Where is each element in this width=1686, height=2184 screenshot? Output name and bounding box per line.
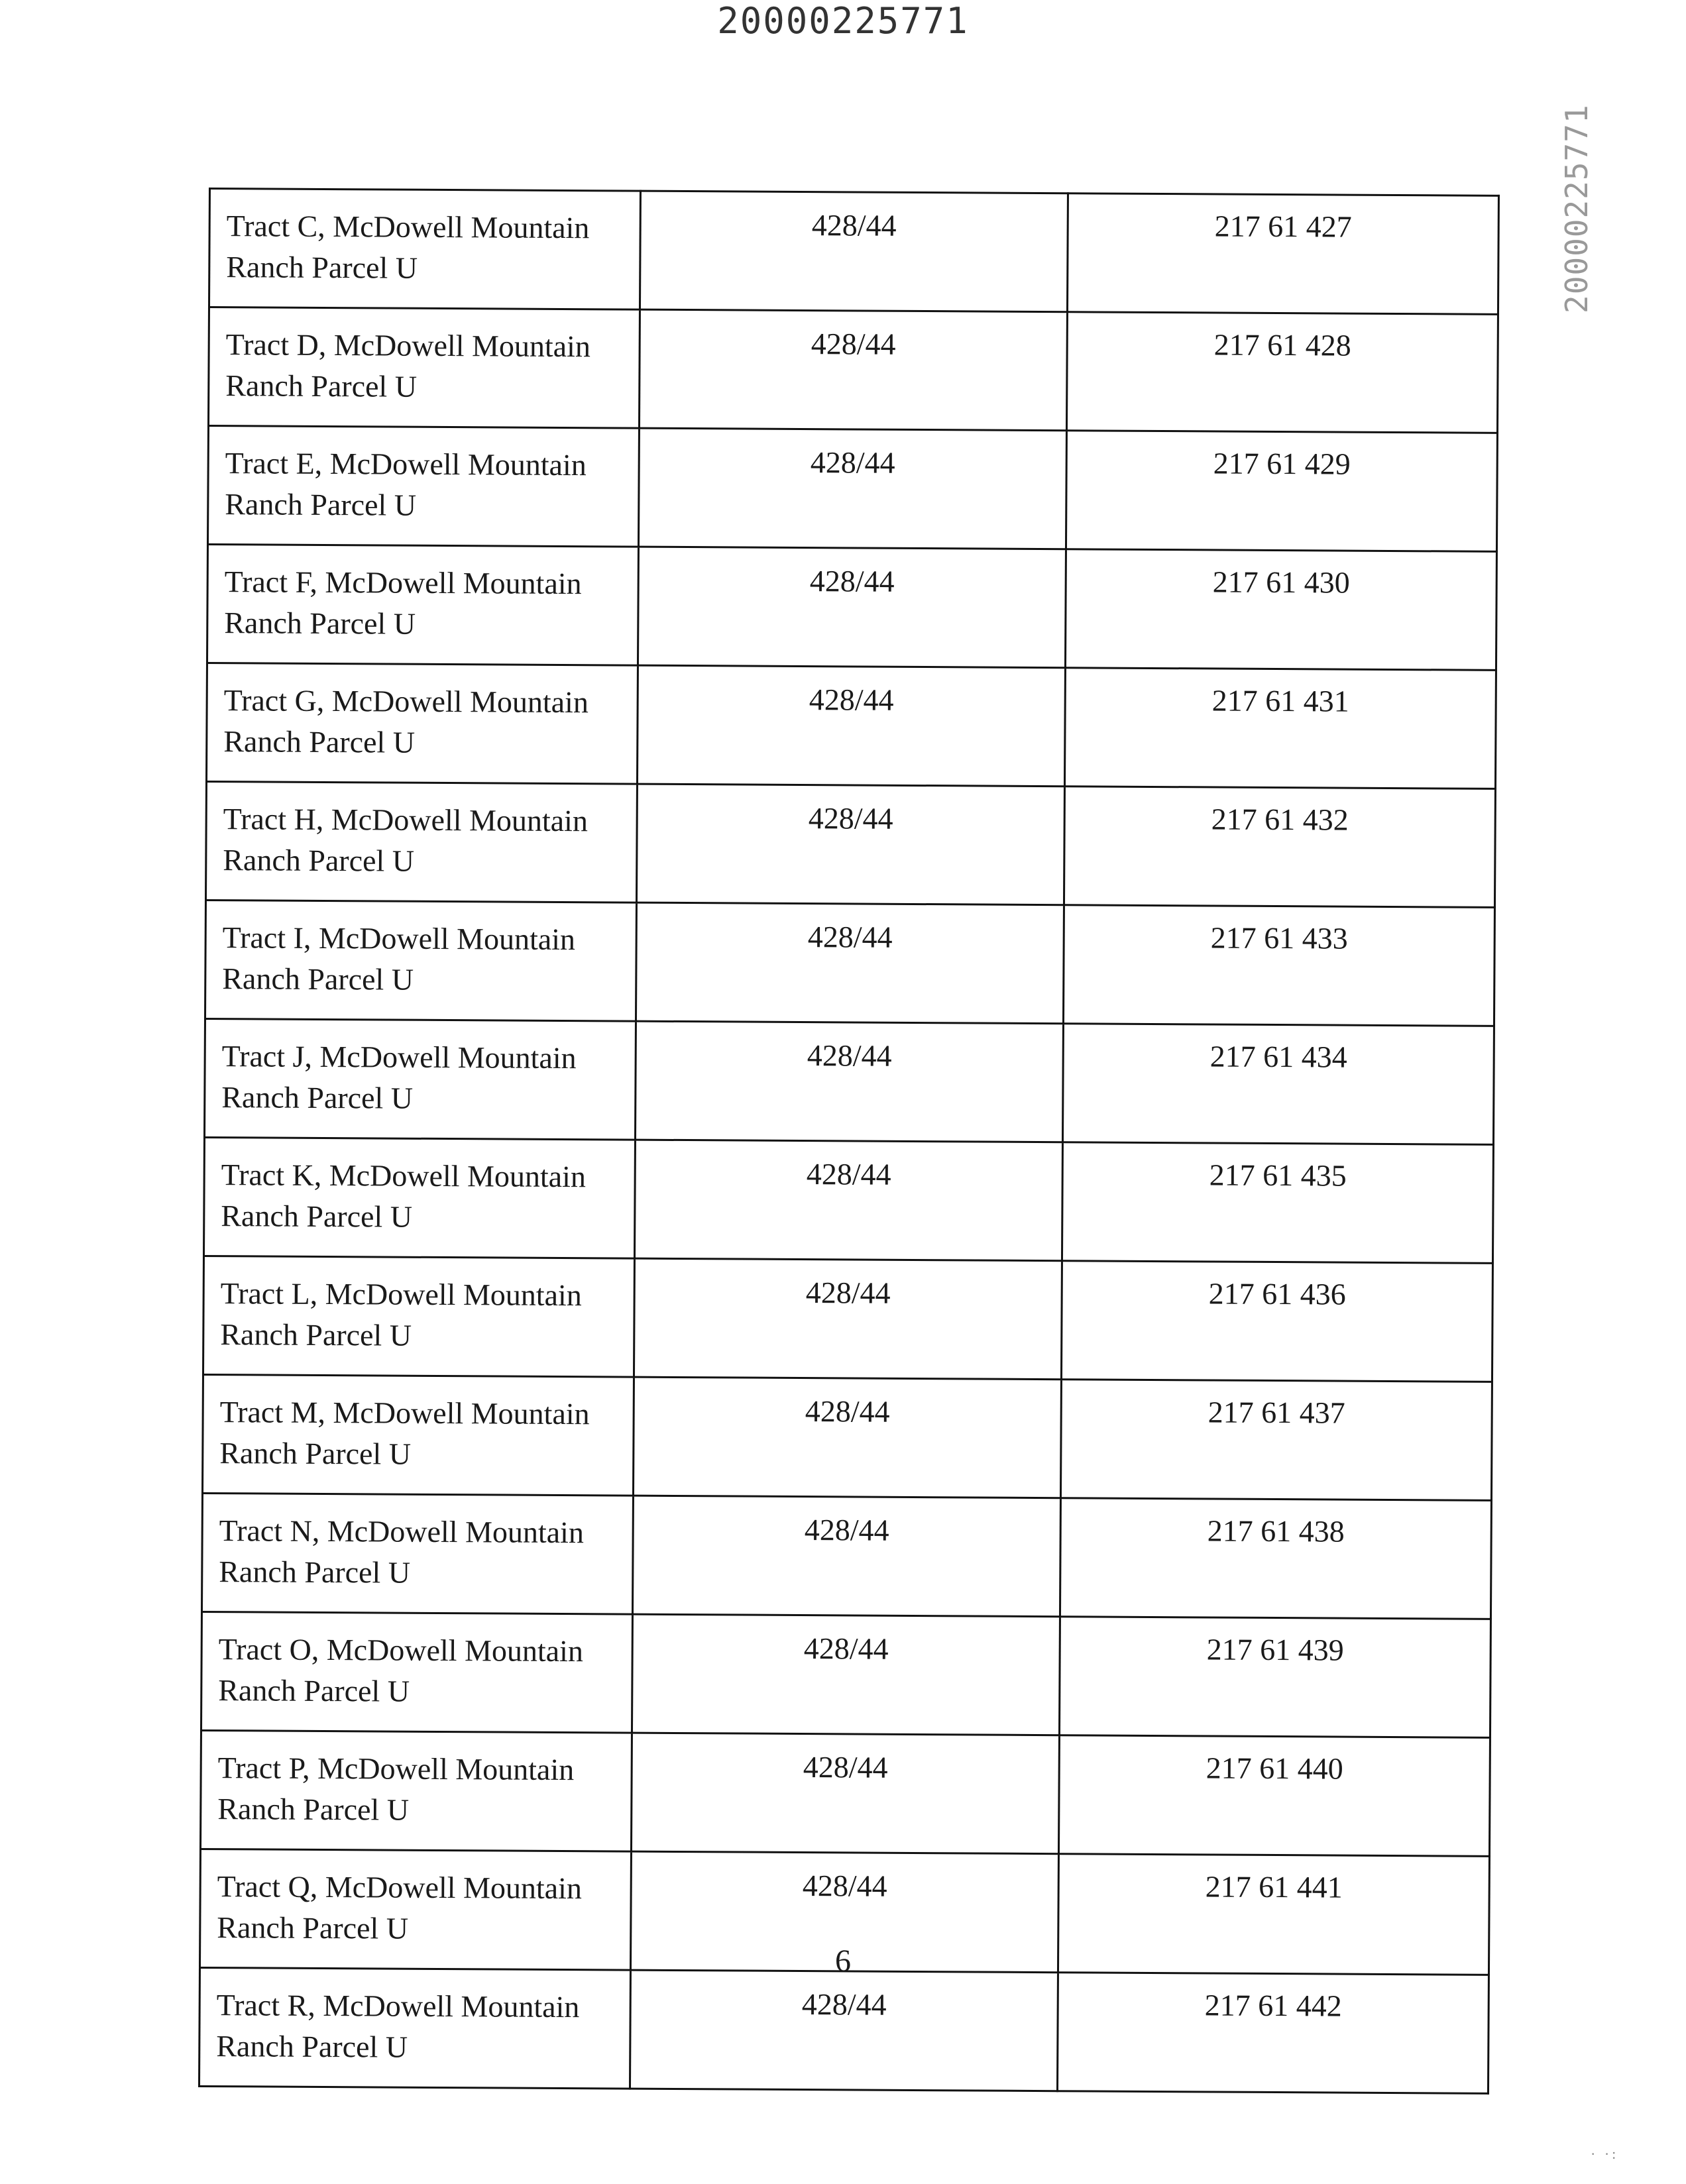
parcel-number-cell: 217 61 437: [1060, 1380, 1492, 1501]
table-row: [201, 1493, 1491, 1619]
table-row: [208, 307, 1498, 433]
table-row: [199, 1967, 1489, 2093]
book-page-cell: 428/44: [634, 1258, 1062, 1380]
table-row: [201, 1611, 1490, 1737]
table-row: [206, 663, 1496, 789]
parcel-number-cell: 217 61 428: [1066, 312, 1498, 433]
table-row: [209, 189, 1498, 315]
tract-description-cell: Tract F, McDowell Mountain Ranch Parcel U: [207, 545, 638, 666]
parcel-table-container: [198, 188, 1500, 2095]
book-page-cell: 428/44: [640, 191, 1068, 312]
tract-description-cell: Tract E, McDowell Mountain Ranch Parcel U: [207, 426, 639, 547]
parcel-number-cell: 217 61 427: [1067, 193, 1498, 315]
table-row: [207, 426, 1497, 552]
tract-description-cell: Tract J, McDowell Mountain Ranch Parcel U: [204, 1018, 636, 1140]
table-row: [203, 1137, 1493, 1263]
tract-description-cell: Tract O, McDowell Mountain Ranch Parcel U: [201, 1611, 632, 1733]
book-page-cell: 428/44: [634, 1140, 1062, 1261]
table-row: [207, 545, 1496, 671]
tract-description-cell: Tract N, McDowell Mountain Ranch Parcel U: [201, 1493, 633, 1614]
tract-description-cell: Tract R, McDowell Mountain Ranch Parcel U: [199, 1967, 630, 2089]
book-page-cell: 428/44: [639, 309, 1067, 431]
parcel-table-body: [199, 189, 1498, 2094]
parcel-number-cell: 217 61 439: [1059, 1617, 1490, 1738]
scan-artifact: · ·:: [1591, 2146, 1619, 2162]
parcel-number-cell: 217 61 442: [1057, 1973, 1489, 2094]
book-page-cell: 428/44: [630, 1851, 1058, 1973]
book-page-cell: 428/44: [633, 1377, 1061, 1498]
table-row: [204, 1018, 1494, 1144]
parcel-number-cell: 217 61 431: [1064, 668, 1496, 789]
parcel-number-cell: 217 61 435: [1062, 1142, 1493, 1264]
parcel-number-cell: 217 61 429: [1066, 431, 1497, 552]
parcel-number-cell: 217 61 441: [1058, 1854, 1489, 1975]
tract-description-cell: Tract K, McDowell Mountain Ranch Parcel U: [203, 1137, 635, 1258]
book-page-cell: 428/44: [638, 547, 1066, 668]
tract-description-cell: Tract M, McDowell Mountain Ranch Parcel U: [202, 1374, 634, 1496]
tract-description-cell: Tract P, McDowell Mountain Ranch Parcel U: [200, 1730, 632, 1851]
document-number: 20000225771: [717, 0, 969, 42]
book-page-cell: 428/44: [635, 1021, 1063, 1142]
table-row: [205, 900, 1494, 1026]
parcel-table: [198, 188, 1500, 2095]
parcel-number-cell: 217 61 433: [1063, 905, 1494, 1026]
book-page-cell: 428/44: [638, 428, 1066, 549]
table-row: [202, 1374, 1492, 1500]
book-page-cell: 428/44: [631, 1733, 1059, 1854]
parcel-number-cell: 217 61 436: [1061, 1261, 1492, 1382]
parcel-number-cell: 217 61 432: [1064, 787, 1495, 908]
book-page-cell: 428/44: [636, 784, 1064, 905]
parcel-number-cell: 217 61 438: [1060, 1498, 1491, 1619]
parcel-number-cell: 217 61 430: [1065, 549, 1496, 671]
book-page-cell: 428/44: [632, 1496, 1060, 1617]
page-number: 6: [835, 1943, 851, 1979]
tract-description-cell: Tract D, McDowell Mountain Ranch Parcel U: [208, 307, 640, 429]
book-page-cell: 428/44: [636, 902, 1064, 1024]
parcel-number-cell: 217 61 440: [1058, 1735, 1490, 1857]
table-row: [200, 1730, 1490, 1856]
tract-description-cell: Tract H, McDowell Mountain Ranch Parcel U: [205, 781, 637, 902]
tract-description-cell: Tract L, McDowell Mountain Ranch Parcel U: [203, 1256, 634, 1377]
book-page-cell: 428/44: [630, 1970, 1058, 2091]
table-row: [203, 1256, 1492, 1382]
book-page-cell: 428/44: [632, 1614, 1060, 1735]
tract-description-cell: Tract G, McDowell Mountain Ranch Parcel U: [206, 663, 638, 784]
tract-description-cell: Tract I, McDowell Mountain Ranch Parcel U: [205, 900, 636, 1021]
parcel-number-cell: 217 61 434: [1062, 1024, 1494, 1145]
table-row: [205, 781, 1495, 907]
tract-description-cell: Tract C, McDowell Mountain Ranch Parcel U: [209, 189, 640, 310]
side-recording-stamp: 20000225771: [1559, 104, 1595, 313]
book-page-cell: 428/44: [637, 665, 1065, 787]
tract-description-cell: Tract Q, McDowell Mountain Ranch Parcel U: [199, 1849, 631, 1970]
